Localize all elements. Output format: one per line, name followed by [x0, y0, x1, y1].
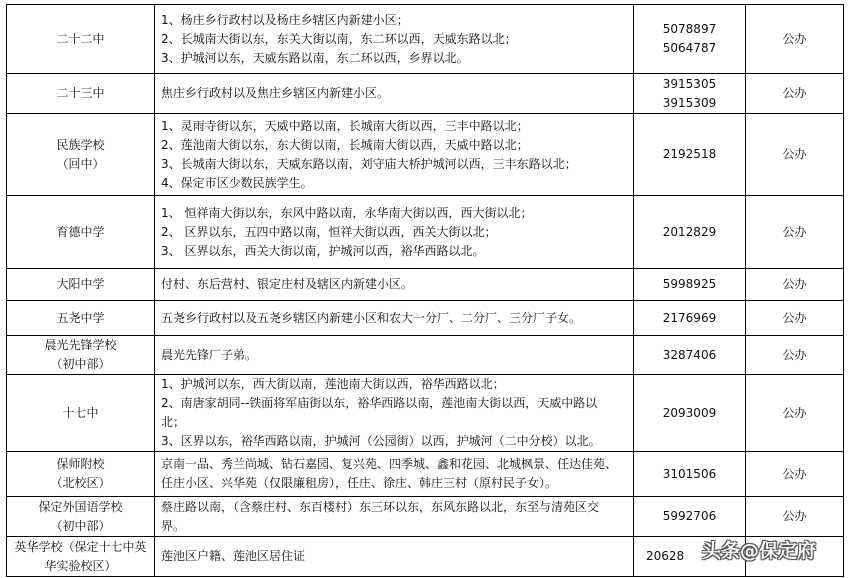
- school-name-sub: （北校区）: [50, 476, 111, 490]
- phone-cell: [634, 114, 746, 196]
- school-type-cell: 公办: [746, 114, 844, 196]
- area-line: 1、杨庄乡行政村以及杨庄乡辖区内新建小区；: [161, 12, 409, 27]
- phone-number: 3915305: [662, 76, 717, 91]
- school-type-cell: 公办: [746, 196, 844, 269]
- enrollment-area-cell: [155, 537, 634, 577]
- school-name-cell: [7, 497, 155, 537]
- school-type-cell: 公办: [746, 301, 844, 336]
- school-name-sub: （回中）: [56, 156, 105, 171]
- area-line: 晨光先锋厂子弟。: [161, 347, 258, 362]
- phone-cell: [634, 269, 746, 301]
- school-type-cell: 公办: [746, 269, 844, 301]
- table-row: [7, 375, 844, 452]
- school-name: 五尧中学: [56, 310, 105, 325]
- area-line: 蔡庄路以南，（含蔡庄村、东百楼村）东三环以东，东风东路以北，东至与清苑区交: [161, 499, 600, 514]
- table-row: [7, 301, 844, 336]
- phone-cell: [634, 5, 746, 74]
- enrollment-area-cell: [155, 497, 634, 537]
- enrollment-area-cell: [155, 269, 634, 301]
- school-type-cell: [746, 537, 844, 577]
- area-line: 1、灵雨寺街以东，天威中路以南，长城南大街以西，三丰中路以北；: [161, 118, 529, 133]
- phone-number: 2093009: [662, 405, 717, 420]
- school-name-cell: [7, 537, 155, 577]
- area-line: 3、长城南大街以东，天威东路以南，刘守庙大桥护城河以西，三丰东路以北；: [161, 156, 577, 171]
- phone-number: 5064787: [662, 41, 717, 55]
- area-line: 4、保定市区少数民族学生。: [161, 175, 313, 190]
- phone-cell: [634, 375, 746, 452]
- enrollment-area-cell: [155, 5, 634, 74]
- area-line: 3、护城河以东，天威东路以南，东二环以西，乡界以北。: [161, 50, 469, 65]
- table-row: [7, 5, 844, 74]
- area-line: 莲池区户籍、莲池区居住证: [161, 549, 306, 563]
- school-name-cell: [7, 74, 155, 114]
- school-type-cell: 公办: [746, 375, 844, 452]
- phone-number: 5078897: [662, 22, 717, 36]
- school-name: 民族学校: [56, 137, 105, 152]
- school-name-sub: （初中部）: [50, 518, 111, 533]
- school-name: 保师附校: [56, 457, 105, 471]
- area-line: 2、莲池南大街以东，东大街以南，长城南大街以西，天威中路以北；: [161, 137, 529, 152]
- phone-number: 3101506: [662, 466, 717, 481]
- enrollment-area-cell: [155, 301, 634, 336]
- area-line: 2、南唐家胡同--铁面将军庙街以东，裕华西路以南，莲池南大街以西，天威中路以: [161, 396, 598, 410]
- phone-cell: [634, 196, 746, 269]
- school-name-sub: （初中部）: [50, 357, 111, 371]
- school-type-cell: 公办: [746, 497, 844, 537]
- area-line: 五尧乡行政村以及五尧乡辖区内新建小区和农大一分厂、二分厂、三分厂子女。: [161, 310, 582, 325]
- area-line: 3、区界以东，裕华西路以南，护城河（公园街）以西，护城河（二中分校）以北。: [161, 434, 601, 448]
- table-row: [7, 336, 844, 375]
- school-district-table: [6, 4, 844, 577]
- school-name: 晨光先锋学校: [44, 338, 117, 352]
- table-row: [7, 74, 844, 114]
- school-name-cell: [7, 5, 155, 74]
- school-name: 十七中: [62, 405, 99, 420]
- school-name-cell: [7, 301, 155, 336]
- school-name-cell: [7, 269, 155, 301]
- school-type-cell: 公办: [746, 5, 844, 74]
- enrollment-area-cell: [155, 114, 634, 196]
- school-name-cell: [7, 336, 155, 375]
- school-name-cell: [7, 375, 155, 452]
- phone-number: 2176969: [662, 310, 717, 325]
- phone-number: 5992706: [662, 509, 717, 523]
- area-line: 焦庄乡行政村以及焦庄乡辖区内新建小区。: [161, 86, 390, 100]
- school-name: 大阳中学: [56, 277, 105, 291]
- table-row: [7, 269, 844, 301]
- area-line: 任庄小区、兴华苑（仅限廉租房），任庄、徐庄、韩庄三村（原村民子女）。: [161, 476, 558, 490]
- enrollment-area-cell: [155, 196, 634, 269]
- enrollment-area-cell: [155, 336, 634, 375]
- phone-number: 3915309: [662, 95, 717, 110]
- area-line: 2、长城南大街以东，东关大街以南，东二环以西，天威东路以北；: [161, 31, 517, 46]
- school-name: 二十三中: [56, 86, 105, 100]
- phone-number: 20628: [646, 549, 685, 563]
- school-name-sub: 华实验校区）: [44, 558, 117, 573]
- area-line: 1、护城河以东，西大街以南，莲池南大街以西，裕华西路以北；: [161, 377, 505, 391]
- school-type-cell: 公办: [746, 74, 844, 114]
- enrollment-area-cell: [155, 74, 634, 114]
- phone-cell: [634, 336, 746, 375]
- school-name-cell: [7, 452, 155, 497]
- phone-number: 3287406: [662, 347, 717, 362]
- school-name: 育德中学: [56, 224, 105, 239]
- school-type-cell: 公办: [746, 452, 844, 497]
- area-line: 3、 区界以东，西关大街以南，护城河以西，裕华西路以北。: [161, 243, 485, 258]
- table-row: [7, 497, 844, 537]
- school-name-cell: [7, 114, 155, 196]
- school-name: 保定外国语学校: [38, 499, 123, 514]
- area-line: 北；: [161, 415, 186, 429]
- area-line: 界。: [161, 518, 186, 533]
- area-line: 付村、东后营村、银定庄村及辖区内新建小区。: [161, 277, 414, 291]
- phone-cell: [634, 74, 746, 114]
- area-line: 京南一品、秀兰尚城、钻石嘉园、复兴苑、四季城、鑫和花园、北城枫景、任达佳苑、: [161, 457, 618, 471]
- enrollment-area-cell: [155, 375, 634, 452]
- school-type-cell: 公办: [746, 336, 844, 375]
- school-name-cell: [7, 196, 155, 269]
- table-row: [7, 114, 844, 196]
- table-row: [7, 537, 844, 577]
- phone-number: 2012829: [662, 224, 717, 239]
- phone-cell: [634, 452, 746, 497]
- phone-cell: [634, 301, 746, 336]
- area-line: 2、 区界以东，五四中路以南，恒祥大街以西，西关大街以北；: [161, 224, 497, 239]
- school-name: 英华学校（保定十七中英: [14, 539, 147, 554]
- phone-cell: [634, 497, 746, 537]
- enrollment-area-cell: [155, 452, 634, 497]
- school-name: 二十二中: [56, 31, 105, 46]
- table-row: [7, 196, 844, 269]
- phone-number: 5998925: [662, 277, 717, 291]
- phone-number: 2192518: [662, 147, 717, 161]
- phone-cell: [634, 537, 746, 577]
- area-line: 1、 恒祥南大街以东，东风中路以南，永华南大街以西，西大街以北；: [161, 205, 533, 220]
- table-row: [7, 452, 844, 497]
- watermark-text: 头条@保定府: [702, 540, 817, 562]
